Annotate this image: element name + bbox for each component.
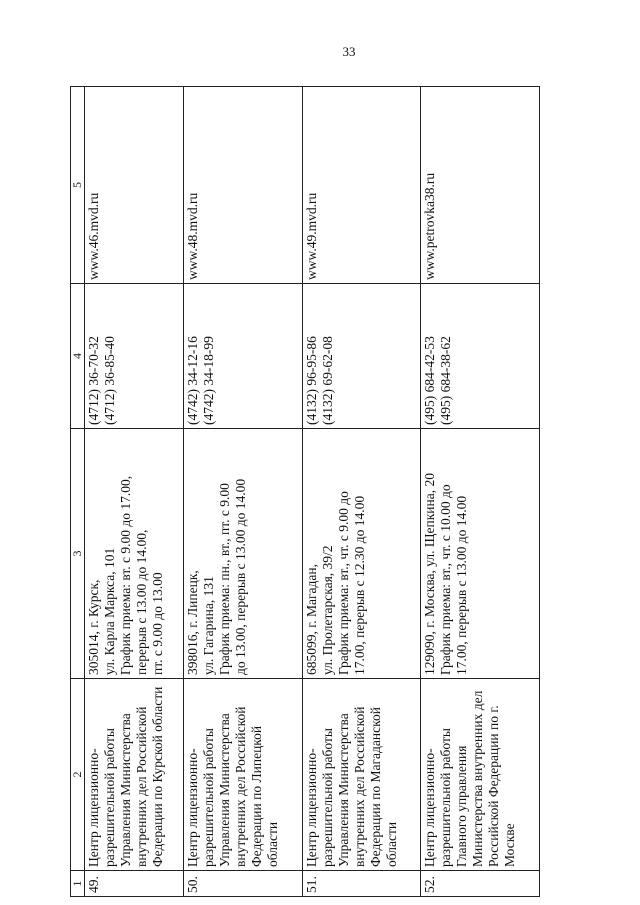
column-header-2: 2 <box>71 679 85 871</box>
phone-number: (4742) 34-18-99 <box>201 336 217 425</box>
phone-number: (4712) 36-85-40 <box>102 336 117 425</box>
organization-name: Центр лицензионно-разрешительной работы Главного управления Министерства внутренних дел Российской Федерации по г. Москве <box>421 679 540 871</box>
address-line: График приема: пн., вт., пт. с 9.00 <box>217 483 233 675</box>
address-cell <box>184 429 303 679</box>
address-cell <box>421 429 540 679</box>
website-cell: www.49.mvd.ru <box>302 87 421 284</box>
phone-number: (4742) 34-12-16 <box>185 336 201 425</box>
phone-number: (4132) 96-95-86 <box>303 336 319 425</box>
address-line: до 13.00, перерыв с 13.00 до 14.00 <box>233 478 249 675</box>
address-line: График приема: вт. с 9.00 до 17.00, <box>118 475 133 675</box>
phone-cell <box>85 284 184 429</box>
column-header-5: 5 <box>71 87 85 284</box>
address-line: ул. Гагарина, 131 <box>201 576 217 675</box>
address-line: пт. с 9.00 до 13.00 <box>150 572 165 675</box>
table-row <box>421 87 540 897</box>
address-cell <box>302 429 421 679</box>
phone-cell <box>184 284 303 429</box>
header-row <box>71 87 85 897</box>
row-number: 51. <box>302 871 421 897</box>
address-line: 17.00, перерыв с 13.00 до 14.00 <box>454 495 470 675</box>
licensing-centers-table <box>70 86 540 897</box>
address-line: 685099, г. Магадан, <box>303 564 319 675</box>
organization-name: Центр лицензионно-разрешительной работы Управления Министерства внутренних дел Российской Федерации по Магаданской области <box>302 679 421 871</box>
row-number: 52. <box>421 871 540 897</box>
address-line: ул. Пролетарская, 39/2 <box>319 545 335 675</box>
address-line: 398016, г. Липецк, <box>185 570 201 675</box>
organization-name: Центр лицензионно-разрешительной работы Управления Министерства внутренних дел Российской Федерации по Курской области <box>85 679 184 871</box>
address-line: перерыв с 13.00 до 14.00, <box>134 529 149 675</box>
address-line: График приема: вт., чт. с 10.00 до <box>438 484 454 675</box>
website-cell: www.48.mvd.ru <box>184 87 303 284</box>
address-line: 305014, г. Курск, <box>86 579 101 675</box>
website-cell: www.petrovka38.ru <box>421 87 540 284</box>
address-line: График приема: вт., чт. с 9.00 до <box>335 491 351 675</box>
column-header-4: 4 <box>71 284 85 429</box>
rotated-table-container <box>70 87 540 897</box>
organization-name: Центр лицензионно-разрешительной работы Управления Министерства внутренних дел Российской Федерации по Липецкой области <box>184 679 303 871</box>
row-number: 49. <box>85 871 184 897</box>
column-header-1: 1 <box>71 871 85 897</box>
phone-cell <box>302 284 421 429</box>
row-number: 50. <box>184 871 303 897</box>
address-cell <box>85 429 184 679</box>
phone-number: (4132) 69-62-08 <box>319 336 335 425</box>
table-header <box>71 87 85 897</box>
phone-cell <box>421 284 540 429</box>
page-number: 33 <box>342 44 356 59</box>
address-line: 129090, г. Москва, ул. Щепкина, 20 <box>422 473 438 675</box>
table-row <box>85 87 184 897</box>
address-line: ул. Карла Маркса, 101 <box>102 547 117 675</box>
table-row <box>184 87 303 897</box>
table-row <box>302 87 421 897</box>
column-header-3: 3 <box>71 429 85 679</box>
phone-number: (4712) 36-70-32 <box>86 336 101 425</box>
phone-number: (495) 684-38-62 <box>438 336 454 425</box>
website-cell: www.46.mvd.ru <box>85 87 184 284</box>
phone-number: (495) 684-42-53 <box>422 336 438 425</box>
table-body <box>85 87 540 897</box>
address-line: 17.00, перерыв с 12.30 до 14.00 <box>351 495 367 675</box>
